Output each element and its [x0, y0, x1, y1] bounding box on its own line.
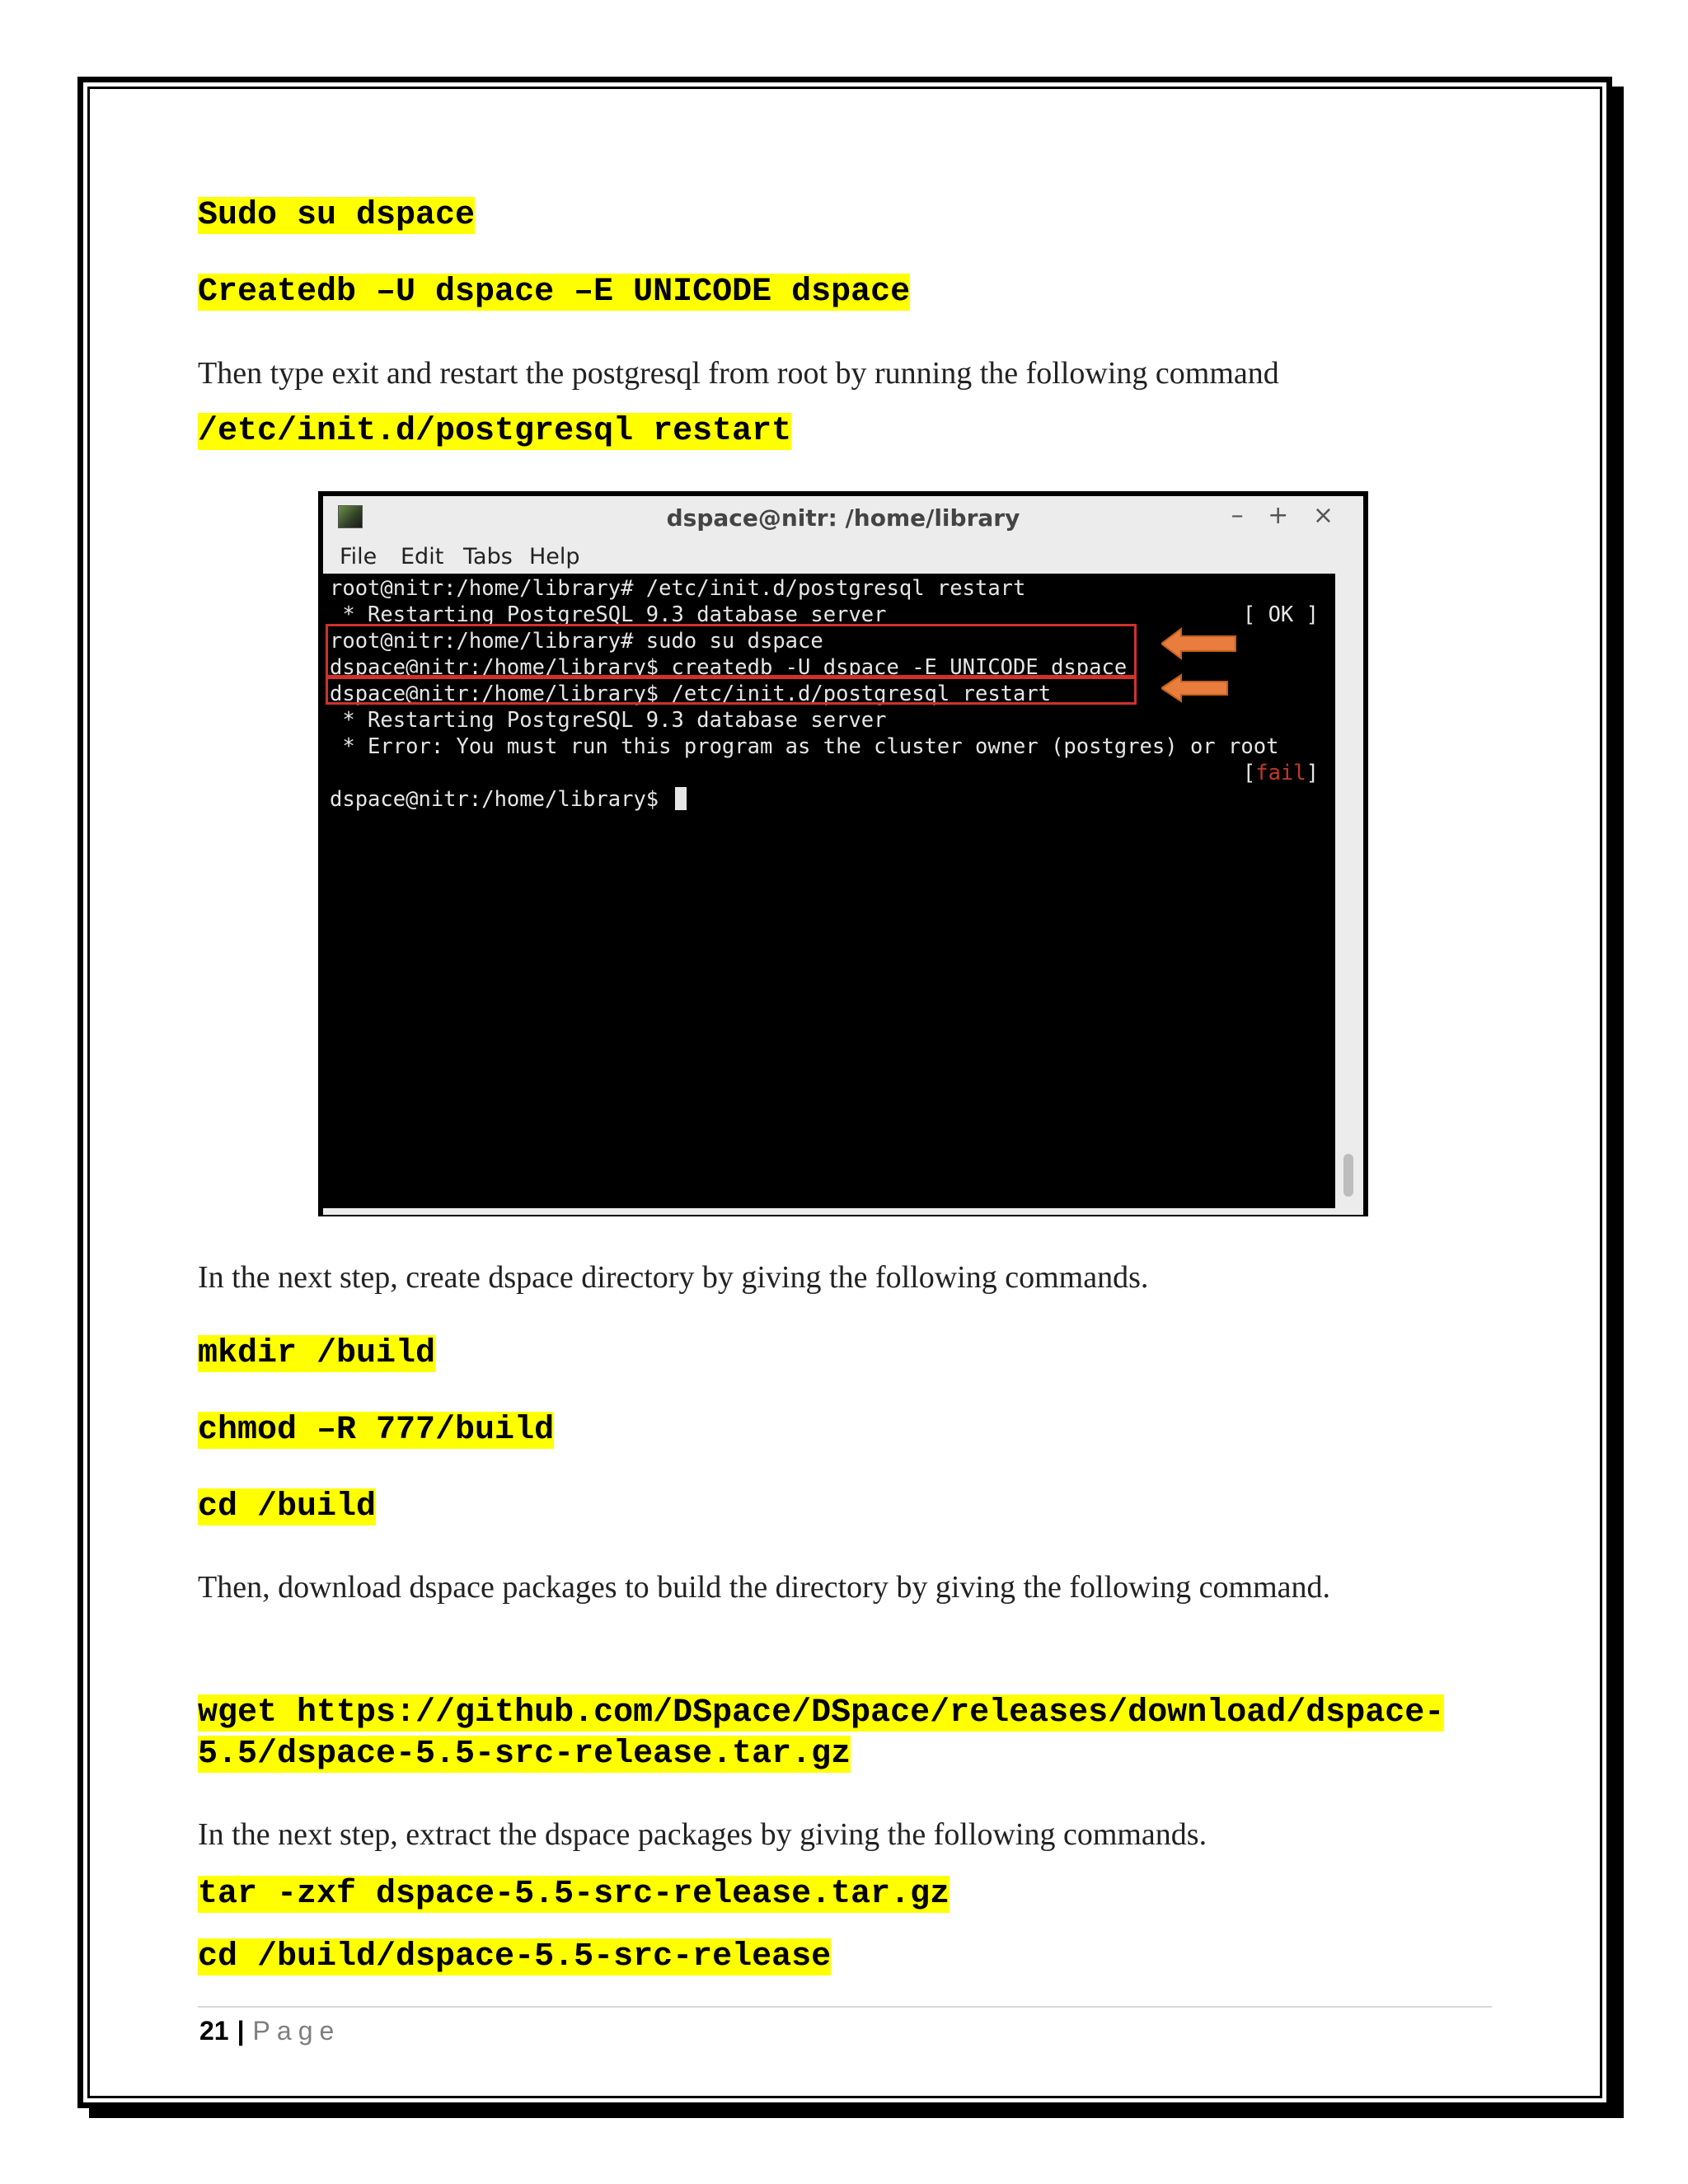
- terminal-menubar: [323, 537, 1363, 574]
- command-restart: /etc/init.d/postgresql restart: [198, 413, 792, 450]
- menu-tabs: Tabs: [463, 544, 513, 569]
- terminal-scrollbar: [1335, 574, 1363, 1208]
- terminal-line: root@nitr:/home/library# /etc/init.d/postgresql restart: [330, 576, 1026, 601]
- footer-divider: [198, 2006, 1492, 2008]
- terminal-line: root@nitr:/home/library# sudo su dspace: [330, 629, 823, 654]
- arrow-left-icon: [1161, 673, 1237, 703]
- terminal-line: * Restarting PostgreSQL 9.3 database server: [330, 708, 887, 733]
- terminal-title: dspace@nitr: /home/library: [666, 504, 1020, 532]
- arrow-left-icon: [1161, 627, 1237, 660]
- footer-separator: |: [237, 2016, 245, 2046]
- command-createdb: Createdb –U dspace –E UNICODE dspace: [198, 274, 911, 311]
- highlight-box-restart: [326, 677, 1137, 705]
- terminal-cursor: [675, 787, 687, 810]
- terminal-line: * Restarting PostgreSQL 9.3 database server: [330, 602, 887, 627]
- terminal-titlebar: [323, 496, 1363, 537]
- paragraph-extract: In the next step, extract the dspace packages by giving the following commands.: [198, 1817, 1207, 1852]
- terminal-bottom-edge: [323, 1208, 1363, 1215]
- scrollbar-thumb: [1343, 1154, 1353, 1197]
- terminal-line: dspace@nitr:/home/library$ /etc/init.d/postgresql restart: [330, 682, 1052, 706]
- terminal-prompt: dspace@nitr:/home/library$: [330, 786, 687, 813]
- paragraph-download: Then, download dspace packages to build the directory by giving the following command.: [198, 1570, 1330, 1605]
- page-footer: [199, 2014, 340, 2047]
- highlight-box-createdb: [326, 624, 1137, 677]
- page-label: Page: [252, 2016, 341, 2046]
- terminal-line: * Error: You must run this program as the cluster owner (postgres) or root: [330, 734, 1279, 759]
- terminal-screenshot: [318, 491, 1368, 1216]
- page-number: 21: [199, 2016, 229, 2046]
- status-fail: [fail]: [1242, 761, 1319, 785]
- status-ok: [ OK ]: [1242, 602, 1319, 627]
- menu-help: Help: [529, 544, 580, 569]
- menu-file: File: [340, 544, 377, 569]
- menu-edit: Edit: [401, 544, 444, 569]
- command-mkdir: mkdir /build: [198, 1335, 436, 1372]
- command-wget: wget https://github.com/DSpace/DSpace/releases/download/dspace- 5.5/dspace-5.5-src-release.tar.gz: [198, 1694, 1445, 1773]
- command-cd-build: cd /build: [198, 1488, 377, 1526]
- paragraph-restart: Then type exit and restart the postgresql from root by running the following command: [198, 356, 1279, 391]
- command-cd-release: cd /build/dspace-5.5-src-release: [198, 1938, 832, 1975]
- command-chmod: chmod –R 777/build: [198, 1412, 555, 1449]
- terminal-line: dspace@nitr:/home/library$ createdb -U dspace -E UNICODE dspace: [330, 655, 1128, 680]
- paragraph-mkdir: In the next step, create dspace directory by giving the following commands.: [198, 1260, 1149, 1295]
- command-tar: tar -zxf dspace-5.5-src-release.tar.gz: [198, 1876, 950, 1913]
- command-sudo: Sudo su dspace: [198, 197, 476, 234]
- window-controls-icon: – + ×: [1231, 501, 1342, 530]
